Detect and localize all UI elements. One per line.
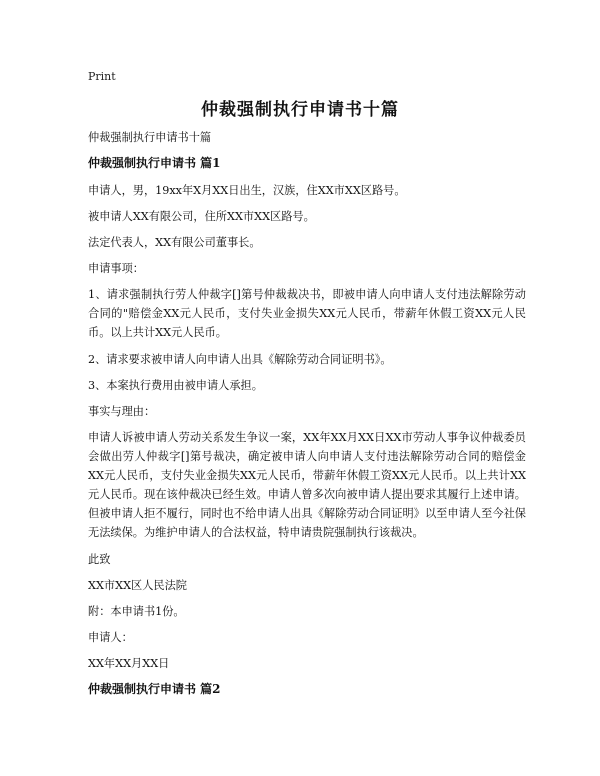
print-label: Print (88, 70, 116, 83)
signature-line: 申请人： (88, 631, 133, 644)
subtitle: 仲裁强制执行申请书十篇 (88, 131, 212, 144)
legal-rep-line: 法定代表人，XX有限公司董事长。 (88, 236, 261, 249)
date-line: XX年XX月XX日 (88, 657, 170, 670)
matter-item-3: 3、本案执行费用由被申请人承担。 (88, 379, 263, 392)
facts-paragraph: 申请人诉被申请人劳动关系发生争议一案，XX年XX月XX日XX市劳动人事争议仲裁委员会做出劳人仲裁字[]第号裁决，确定被申请人向申请人支付违法解除劳动合同的赔偿金XX元人民币，支付失业金损失XX元人民币，带薪年休假工资XX元人民币。以上共计XX元人民币。现在该仲裁决已经生效。申请人曾多次向被申请人提出要求其履行上述申请。但被申请人拒不履行，同时也不给申请人出具《解除劳动合同证明》以至申请人至今社保无法续保。为维护申请人的合法权益，特申请贵院强制执行该裁决。 (88, 431, 526, 539)
court-line: XX市XX区人民法院 (88, 579, 187, 592)
matter-item-1: 1、请求强制执行劳人仲裁字[]第号仲裁裁决书，即被申请人向申请人支付违法解除劳动合同的"赔偿金XX元人民币，支付失业金损失XX元人民币，带薪年休假工资XX元人民币。以上共计XX元人民币。 (88, 288, 526, 339)
document-body (88, 128, 526, 707)
applicant-line: 申请人，男，19xx年X月XX日出生，汉族，住XX市XX区路号。 (88, 184, 406, 197)
section-heading-1: 仲裁强制执行申请书 篇1 (88, 156, 221, 170)
attachment-line: 附：本申请书1份。 (88, 605, 185, 618)
matters-heading: 申请事项： (88, 262, 144, 275)
closing-line: 此致 (88, 553, 111, 566)
facts-heading: 事实与理由： (88, 405, 156, 418)
page-title: 仲裁强制执行申请书十篇 (201, 100, 399, 120)
matter-item-2: 2、请求要求被申请人向申请人出具《解除劳动合同证明书》。 (88, 353, 392, 366)
respondent-line: 被申请人XX有限公司，住所XX市XX区路号。 (88, 210, 315, 223)
section-heading-2: 仲裁强制执行申请书 篇2 (88, 682, 221, 696)
